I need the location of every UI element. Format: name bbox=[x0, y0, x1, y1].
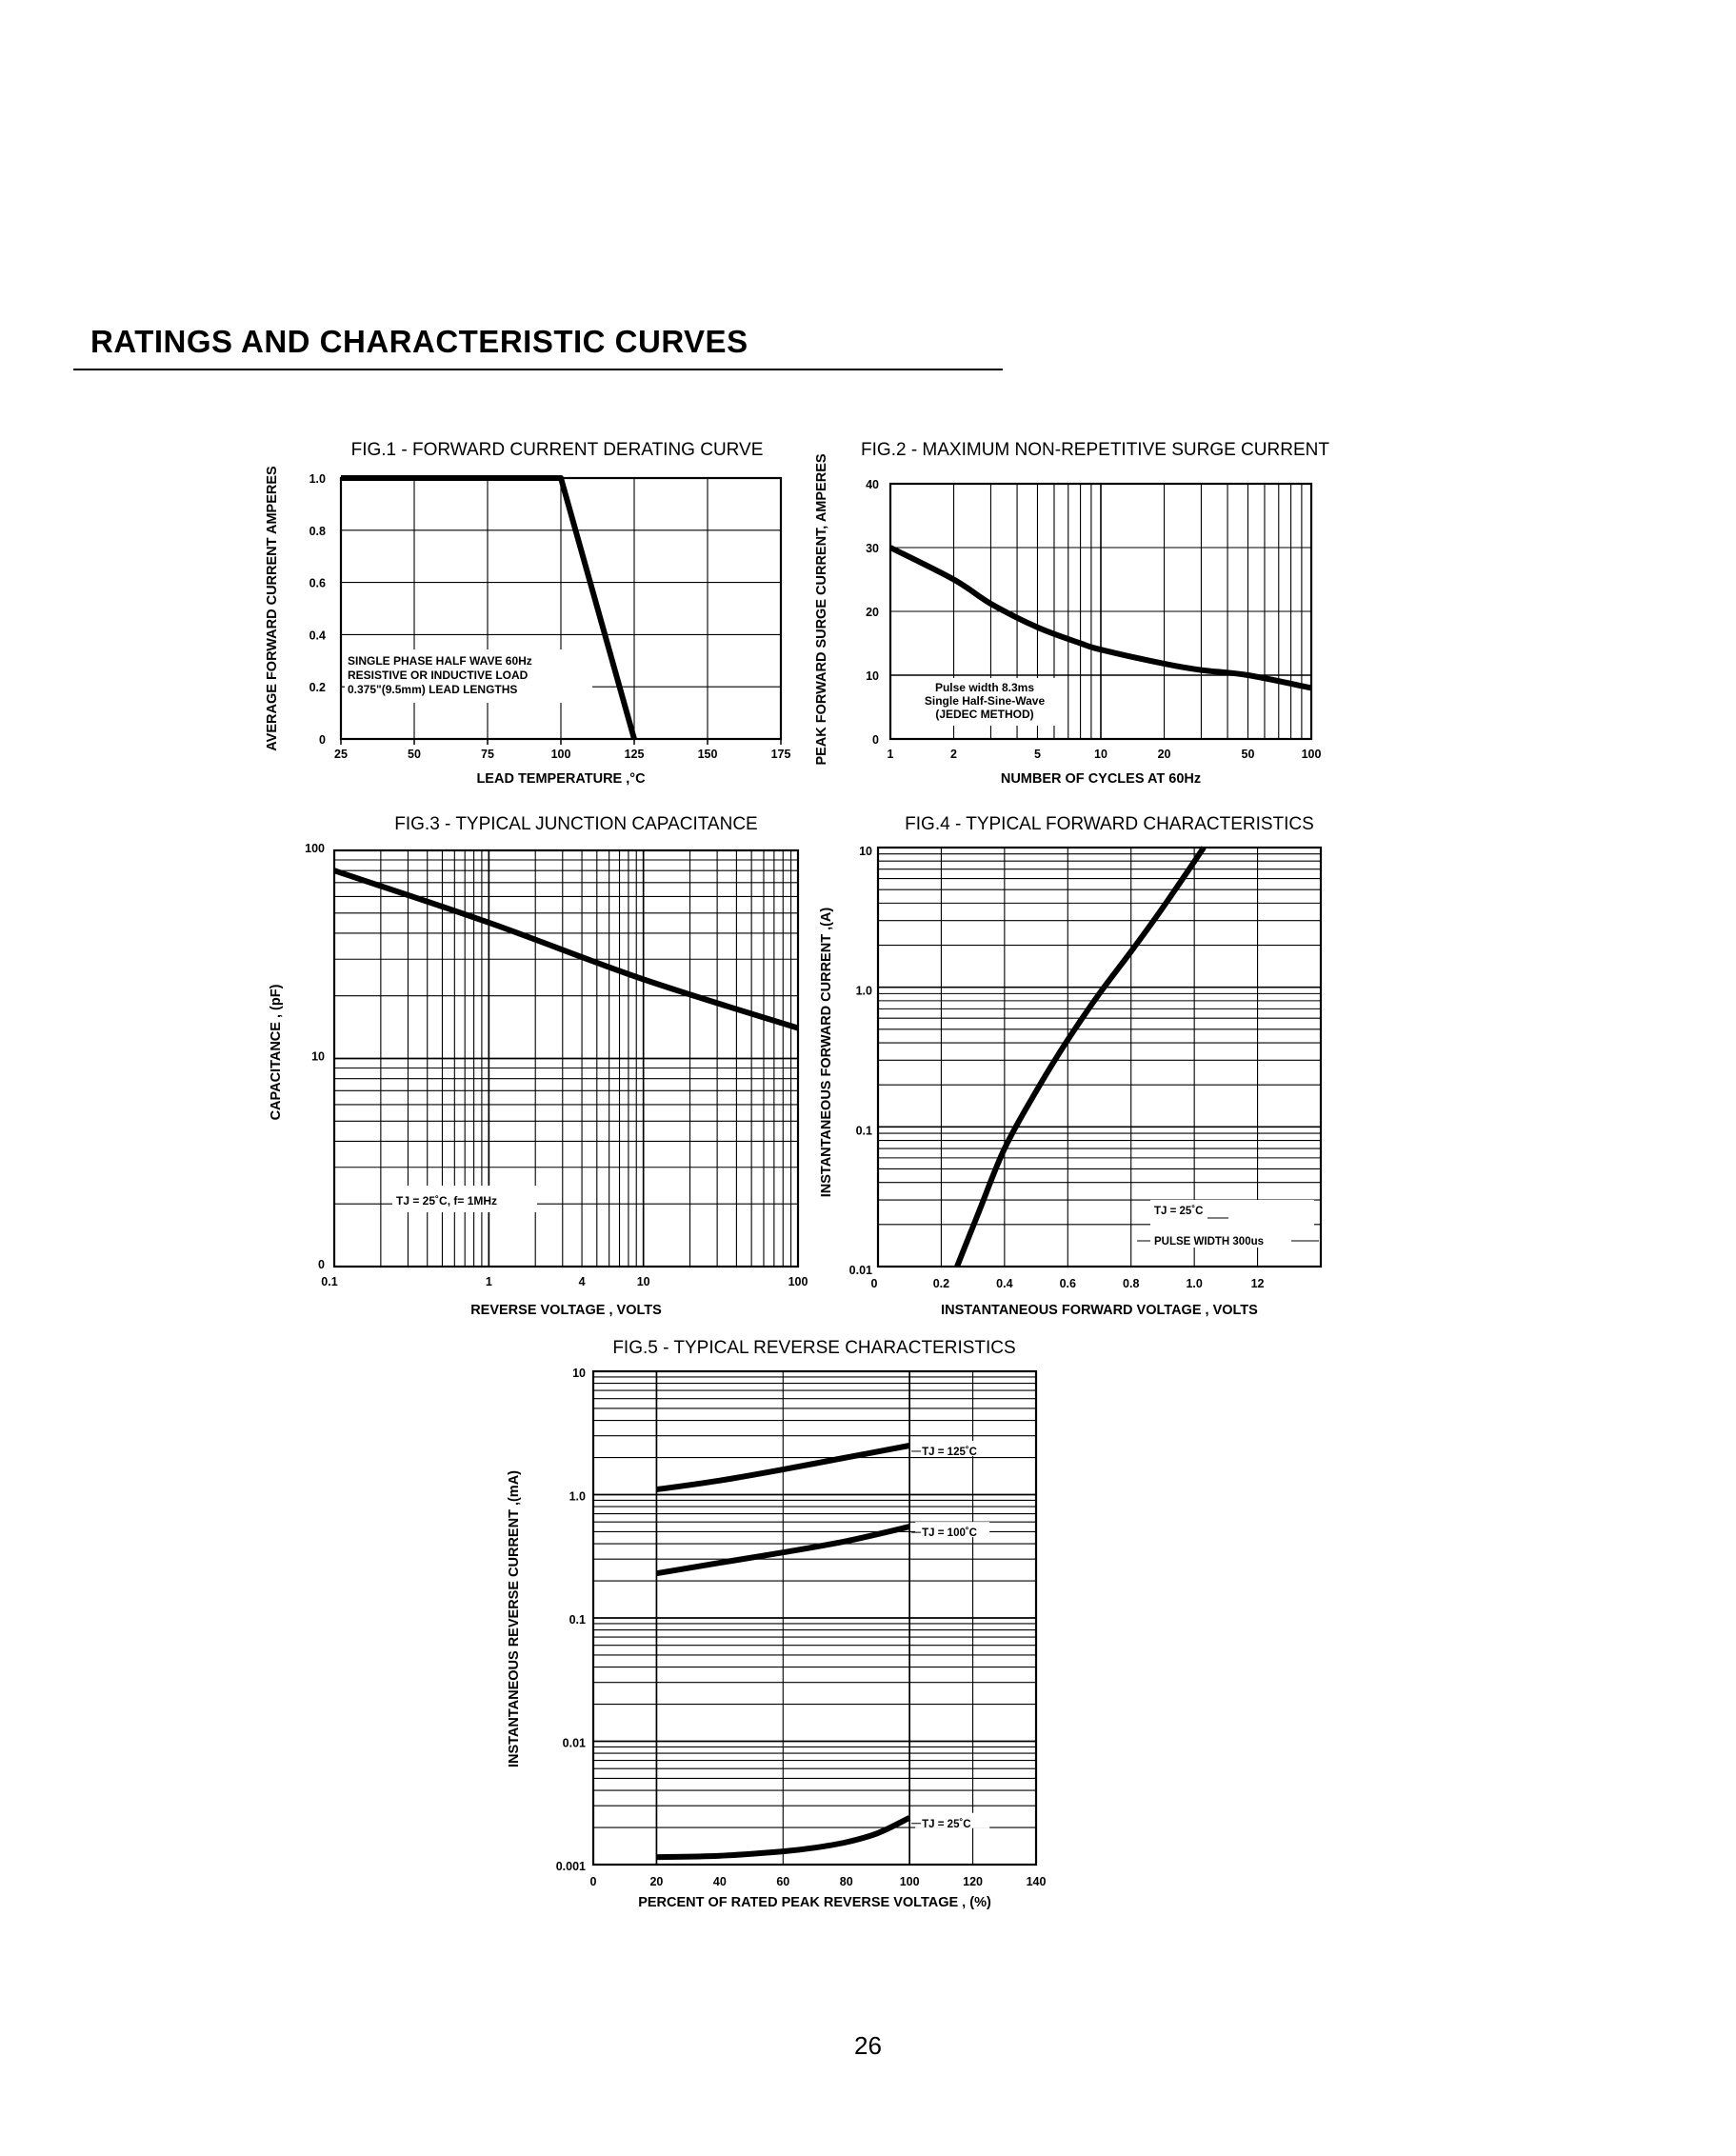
fig1-y-tick-label: 0 bbox=[319, 733, 326, 747]
fig1-x-tick-label: 100 bbox=[550, 748, 571, 761]
fig1-data-point bbox=[341, 478, 342, 479]
fig2-y-tick-label: 10 bbox=[866, 669, 879, 683]
fig4-data-point bbox=[1099, 993, 1100, 994]
fig3-x-tick-label: 1 bbox=[485, 1275, 492, 1288]
fig3-x-tick-label: 0.1 bbox=[321, 1275, 338, 1288]
fig3-data-point bbox=[334, 870, 335, 871]
fig5-data-point bbox=[783, 1851, 784, 1852]
fig5-title: FIG.5 - TYPICAL REVERSE CHARACTERISTICS bbox=[612, 1338, 1016, 1358]
fig5-data-point bbox=[846, 1541, 847, 1542]
fig5-x-tick-label: 20 bbox=[649, 1875, 664, 1888]
fig5-data-point bbox=[656, 1857, 657, 1858]
fig5-data-point bbox=[814, 1847, 815, 1848]
fig1-title: FIG.1 - FORWARD CURRENT DERATING CURVE bbox=[350, 440, 764, 460]
fig2-x-tick-label: 5 bbox=[1033, 748, 1041, 761]
fig2-data-point bbox=[890, 548, 891, 549]
fig2-annotation: Single Half-Sine-Wave bbox=[924, 694, 1046, 708]
fig4-data-point bbox=[1130, 951, 1131, 952]
fig1-annotation: 0.375"(9.5mm) LEAD LENGTHS bbox=[348, 683, 518, 696]
fig1-x-tick-label: 75 bbox=[481, 748, 494, 761]
fig2-title: FIG.2 - MAXIMUM NON-REPETITIVE SURGE CURRENT bbox=[861, 440, 1329, 460]
fig5-data-point bbox=[846, 1842, 847, 1843]
fig5-data-point bbox=[909, 1445, 910, 1446]
fig4-x-tick-label: 1.0 bbox=[1186, 1277, 1203, 1290]
fig2-x-tick-label: 100 bbox=[1301, 748, 1322, 761]
fig5-y-tick-label: 1.0 bbox=[569, 1489, 586, 1504]
fig5-y-tick-label: 0.1 bbox=[569, 1613, 586, 1627]
fig4-annotation: TJ = 25˚C bbox=[1154, 1206, 1204, 1217]
fig3-x-axis-label: REVERSE VOLTAGE , VOLTS bbox=[470, 1303, 662, 1318]
fig5-data-point bbox=[719, 1855, 720, 1856]
fig4-data-point bbox=[957, 1267, 958, 1268]
fig1-x-tick-label: 125 bbox=[624, 748, 645, 761]
fig4-y-tick-label: 10 bbox=[859, 845, 872, 858]
fig2-x-tick-label: 1 bbox=[887, 748, 894, 761]
page-title: RATINGS AND CHARACTERISTIC CURVES bbox=[90, 324, 748, 359]
fig3-annotation: TJ = 25˚C, f= 1MHz bbox=[396, 1194, 498, 1208]
fig4-y-tick-label: 0.1 bbox=[855, 1124, 872, 1138]
fig2-data-point bbox=[1201, 669, 1202, 670]
fig4-x-tick-label: 0.8 bbox=[1123, 1277, 1140, 1290]
fig5-y-tick-label: 10 bbox=[572, 1367, 586, 1380]
fig5-data-point bbox=[846, 1457, 847, 1458]
fig2-data-point bbox=[1247, 675, 1248, 676]
fig3-y-tick-label: 0 bbox=[318, 1258, 325, 1271]
fig3-x-tick-label: 10 bbox=[636, 1275, 650, 1288]
fig2-x-tick-label: 20 bbox=[1157, 748, 1171, 761]
fig1-x-tick-label: 25 bbox=[334, 748, 348, 761]
fig2-data-point bbox=[1080, 643, 1081, 644]
fig4-x-tick-label: 0.6 bbox=[1059, 1277, 1076, 1290]
fig1-y-tick-label: 0.8 bbox=[309, 524, 326, 538]
fig5-x-tick-label: 140 bbox=[1026, 1875, 1047, 1888]
fig2-x-tick-label: 2 bbox=[950, 748, 958, 761]
fig5-series-label-tj125: TJ = 125˚C bbox=[922, 1446, 978, 1458]
fig5-data-point bbox=[656, 1573, 657, 1574]
fig1-y-tick-label: 0.6 bbox=[309, 576, 326, 590]
fig3-x-tick-label: 100 bbox=[788, 1275, 808, 1288]
fig1-y-tick-label: 0.2 bbox=[309, 681, 326, 695]
fig3-y-axis-label: CAPACITANCE , (pF) bbox=[269, 984, 284, 1121]
fig4-y-tick-label: 1.0 bbox=[855, 984, 872, 998]
fig3-capacitance-chart bbox=[269, 814, 808, 1318]
fig2-y-axis-label: PEAK FORWARD SURGE CURRENT, AMPERES bbox=[814, 453, 829, 766]
fig1-data-point bbox=[634, 739, 635, 740]
fig2-data-point bbox=[1037, 627, 1038, 628]
fig5-data-point bbox=[656, 1489, 657, 1490]
fig4-x-tick-label: 0.2 bbox=[932, 1277, 950, 1290]
fig4-x-axis-label: INSTANTANEOUS FORWARD VOLTAGE , VOLTS bbox=[941, 1303, 1258, 1318]
fig5-data-point bbox=[783, 1469, 784, 1470]
fig1-x-tick-label: 50 bbox=[408, 748, 421, 761]
fig3-y-tick-label: 100 bbox=[305, 842, 325, 855]
fig2-y-tick-label: 20 bbox=[866, 606, 879, 619]
fig5-x-tick-label: 40 bbox=[712, 1875, 727, 1888]
fig2-annotation: (JEDEC METHOD) bbox=[935, 708, 1034, 721]
fig3-series-line bbox=[334, 870, 798, 1028]
fig5-data-point bbox=[909, 1817, 910, 1818]
fig4-data-point bbox=[1036, 1090, 1037, 1091]
fig5-reverse-chart bbox=[507, 1338, 1046, 1910]
fig3-x-tick-label: 4 bbox=[578, 1275, 586, 1288]
fig5-x-tick-label: 100 bbox=[899, 1875, 920, 1888]
fig2-data-point bbox=[953, 579, 954, 580]
fig1-x-tick-label: 150 bbox=[697, 748, 718, 761]
fig5-x-axis-label: PERCENT OF RATED PEAK REVERSE VOLTAGE , (%) bbox=[638, 1895, 991, 1910]
fig2-x-axis-label: NUMBER OF CYCLES AT 60Hz bbox=[1000, 771, 1202, 787]
fig3-data-point bbox=[643, 979, 644, 980]
fig1-y-tick-label: 1.0 bbox=[309, 472, 326, 486]
fig5-x-tick-label: 120 bbox=[963, 1875, 984, 1888]
fig2-y-tick-label: 0 bbox=[872, 733, 879, 747]
fig5-series-label-tj25: TJ = 25˚C bbox=[922, 1818, 971, 1830]
fig5-data-point bbox=[877, 1832, 878, 1833]
fig4-title: FIG.4 - TYPICAL FORWARD CHARACTERISTICS bbox=[905, 814, 1314, 834]
fig4-forward-chart bbox=[819, 814, 1321, 1318]
fig3-y-tick-label: 10 bbox=[311, 1049, 325, 1064]
fig4-data-point bbox=[1004, 1148, 1005, 1149]
fig4-x-tick-label: 12 bbox=[1250, 1277, 1265, 1290]
fig4-data-point bbox=[979, 1210, 980, 1211]
fig5-x-tick-label: 80 bbox=[839, 1875, 853, 1888]
page-number: 26 bbox=[854, 2031, 882, 2060]
fig2-x-tick-label: 10 bbox=[1094, 748, 1107, 761]
fig2-surge-chart bbox=[814, 440, 1329, 787]
fig5-x-tick-label: 60 bbox=[776, 1875, 790, 1888]
fig1-annotation: SINGLE PHASE HALF WAVE 60Hz bbox=[348, 654, 532, 668]
fig1-x-axis-label: LEAD TEMPERATURE ,°C bbox=[476, 771, 646, 787]
fig5-y-tick-label: 0.001 bbox=[555, 1860, 586, 1873]
fig1-data-point bbox=[561, 478, 562, 479]
fig4-y-axis-label: INSTANTANEOUS FORWARD CURRENT ,(A) bbox=[819, 907, 834, 1198]
fig5-data-point bbox=[719, 1563, 720, 1564]
fig1-annotation: RESISTIVE OR INDUCTIVE LOAD bbox=[348, 669, 529, 682]
fig4-x-tick-label: 0.4 bbox=[996, 1277, 1013, 1290]
fig2-data-point bbox=[1164, 663, 1165, 664]
fig5-y-tick-label: 0.01 bbox=[562, 1736, 586, 1750]
fig2-y-tick-label: 40 bbox=[866, 478, 879, 491]
fig1-y-axis-label: AVERAGE FORWARD CURRENT AMPERES bbox=[265, 466, 280, 751]
fig3-title: FIG.3 - TYPICAL JUNCTION CAPACITANCE bbox=[394, 814, 758, 834]
fig5-data-point bbox=[783, 1552, 784, 1553]
fig5-series-label-tj100: TJ = 100˚C bbox=[922, 1527, 978, 1540]
fig2-annotation: Pulse width 8.3ms bbox=[934, 681, 1035, 694]
fig1-x-tick-label: 175 bbox=[770, 748, 791, 761]
fig4-x-tick-label: 0 bbox=[870, 1277, 878, 1290]
fig5-data-point bbox=[719, 1480, 720, 1481]
fig1-y-tick-label: 0.4 bbox=[309, 629, 326, 643]
fig5-y-axis-label: INSTANTANEOUS REVERSE CURRENT ,(mA) bbox=[507, 1469, 522, 1768]
fig2-data-point bbox=[1101, 649, 1102, 650]
fig2-data-point bbox=[990, 603, 991, 604]
fig4-y-tick-label: 0.01 bbox=[848, 1264, 872, 1277]
fig2-data-point bbox=[1311, 688, 1312, 689]
fig1-derating-chart bbox=[265, 440, 790, 787]
fig2-x-tick-label: 50 bbox=[1241, 748, 1255, 761]
fig2-y-tick-label: 30 bbox=[866, 542, 879, 555]
fig5-x-tick-label: 0 bbox=[589, 1875, 597, 1888]
fig4-annotation: PULSE WIDTH 300us bbox=[1154, 1236, 1265, 1248]
